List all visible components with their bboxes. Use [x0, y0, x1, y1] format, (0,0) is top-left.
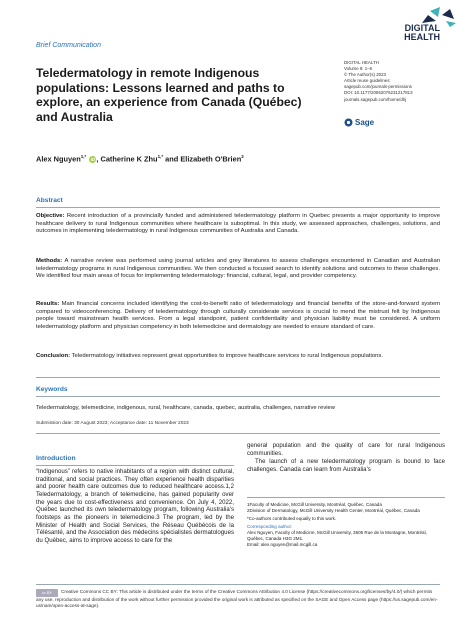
divider	[36, 465, 234, 466]
keywords-list: Teledermatology, telemedicine, indigenous, rural, healthcare, canada, quebec, australia, challenges, narrative review	[36, 405, 335, 411]
meta-volume: Volume 9: 1–6	[344, 66, 373, 72]
divider	[36, 433, 440, 434]
submission-dates: Submission date: 30 August 2023; Acceptance date: 11 November 2023	[36, 421, 189, 426]
meta-doi[interactable]: DOI: 10.1177/20552076231217813	[344, 90, 413, 96]
abstract-heading: Abstract	[36, 197, 63, 204]
publisher-name: Sage	[355, 118, 375, 127]
methods-text: A narrative review was performed using journal articles and grey literatures to assess challenges encountered in Canadian and Australian teledermatology programs in rural Indigenous communities. We then conducted a focused search to identify solutions and outcomes to these challenges. We identified four main areas of focus for implementing teledermatology: financial, cultural, legal, and provider competency.	[36, 258, 440, 279]
objective-label: Objective:	[36, 213, 65, 219]
meta-permissions-link[interactable]: sagepub.com/journals-permissions	[344, 84, 412, 90]
journal-logo-line1: DIGITAL	[404, 23, 440, 33]
divider	[36, 584, 440, 585]
abstract-methods	[36, 258, 440, 281]
divider	[36, 396, 440, 397]
meta-homepage-link[interactable]: journals.sagepub.com/home/dhj	[344, 96, 407, 102]
abstract-conclusion	[36, 353, 440, 361]
author-2-affil: 1,*	[157, 154, 164, 159]
section-label: Brief Communication	[36, 42, 101, 49]
methods-label: Methods:	[36, 258, 63, 264]
corresponding-author-address: Alex Nguyen, Faculty of Medicine, McGill University, 3605 Rue de la Montagne, Montréal, Québec, Canada H3G 2M1.	[247, 530, 427, 541]
objective-text: Recent introduction of a provincially funded and administered teledermatology platform in Quebec presents a major opportunity to improve healthcare delivery to rural Indigenous communities where healthcare is suboptimal. In this study, we assessed approaches, challenges, solutions, and outcomes in implementing teledermatology in rural Indigenous communities of Australia and Canada.	[36, 213, 440, 234]
author-3: Elizabeth O'Brien	[180, 154, 242, 164]
sage-icon	[344, 118, 353, 127]
article-title: Teledermatology in remote Indigenous populations: Lessons learned and paths to explore, an experience from Canada (Québec) and Australia	[36, 66, 302, 124]
keywords-heading: Keywords	[36, 386, 68, 393]
license-footer	[36, 589, 440, 609]
author-1: Alex Nguyen	[36, 154, 81, 164]
introduction-left-column: “Indigenous” refers to native inhabitants of a region with distinct cultural, traditional, and social practices. They often experience health disparities and poorer health care outcomes due to reduced healthcare access.1,2 Teledermatology, a branch of telemedicine, has gained popularity over the years due to cost-effectiveness and convenience. On July 4, 2022, Québec launched its own teledermatology program, following Australia's footsteps as the pioneers in telemedicine.3 The program, led by the Minister of Health and Social Services, the Réseau Québécois de la Télésanté, and the Association des médecins spécialistes dermatologues du Québec, aims to improve access to care for the	[36, 468, 234, 544]
results-label: Results:	[36, 301, 60, 307]
journal-logo-line2: HEALTH	[404, 32, 440, 42]
corresponding-author-email[interactable]: Email: alex.nguyen@mail.mcgill.ca	[247, 542, 318, 547]
divider	[36, 377, 440, 378]
corresponding-author-label: Corresponding author:	[247, 524, 293, 529]
affiliation-1: 1Faculty of Medicine, McGill University, Montréal, Québec, Canada	[247, 502, 382, 507]
meta-journal: DIGITAL HEALTH	[344, 60, 379, 65]
cc-by-badge: cc BY	[36, 589, 58, 597]
introduction-right-para-2: The launch of a new teledermatology program is bound to face challenges. Canada can learn from Australia's	[247, 458, 445, 473]
affiliations	[247, 502, 445, 548]
divider	[36, 207, 440, 208]
introduction-right-para-1: general population and the quality of care for rural Indigenous communities.	[247, 442, 445, 457]
results-text: Main financial concerns included identifying the cost-to-benefit ratio of teledermatology and financial benefits of the store-and-forward system compared to videoconferencing. Delivery of teledermatology through culturally considerate services is crucial to mend the mistrust felt by Indigenous people toward mainstream health services. From a legal standpoint, patient confidentiality and physician liability must be considered. A uniform teledermatology platform and physician competency in both telemedicine and dermatology are needed to ensure standard of care.	[36, 301, 441, 330]
abstract-results	[36, 301, 440, 331]
co-author-note: *Co-authors contributed equally to this work.	[247, 516, 337, 521]
abstract-objective	[36, 213, 440, 236]
publisher-logo	[344, 118, 374, 127]
orcid-icon[interactable]: iD	[90, 157, 96, 163]
journal-logo	[368, 24, 440, 42]
license-text: Creative Commons CC BY: This article is distributed under the terms of the Creative Commons Attribution 4.0 License (https://creativecommons.org/licenses/by/4.0/) which permits any use, reproduction and distribution of the work without further permission provided the original work is attributed as specified on the SAGE and Open Access page (https://us.sagepub.com/en-us/nam/open-access-at-sage).	[36, 589, 438, 609]
conclusion-text: Teledermatology initiatives represent great opportunities to improve healthcare services to rural Indigenous populations.	[71, 353, 383, 359]
author-1-affil: 1,*	[80, 154, 87, 159]
article-meta	[344, 60, 459, 103]
conclusion-label: Conclusion:	[36, 353, 71, 359]
affiliation-2: 2Division of Dermatology, McGill University Health Center, Montréal, Québec, Canada	[247, 508, 420, 513]
author-list: Alex Nguyen$^{1,*}$ iD, Catherine K Zhu$^{1,*}$ and Elizabeth O'Brien$^2$	[36, 154, 244, 164]
author-2: Catherine K Zhu	[100, 154, 158, 164]
author-3-affil: 2	[241, 154, 244, 159]
meta-copyright: © The Author(s) 2023	[344, 72, 386, 78]
divider	[247, 497, 445, 498]
meta-reuse: Article reuse guidelines:	[344, 78, 391, 84]
introduction-heading: Introduction	[36, 455, 76, 462]
